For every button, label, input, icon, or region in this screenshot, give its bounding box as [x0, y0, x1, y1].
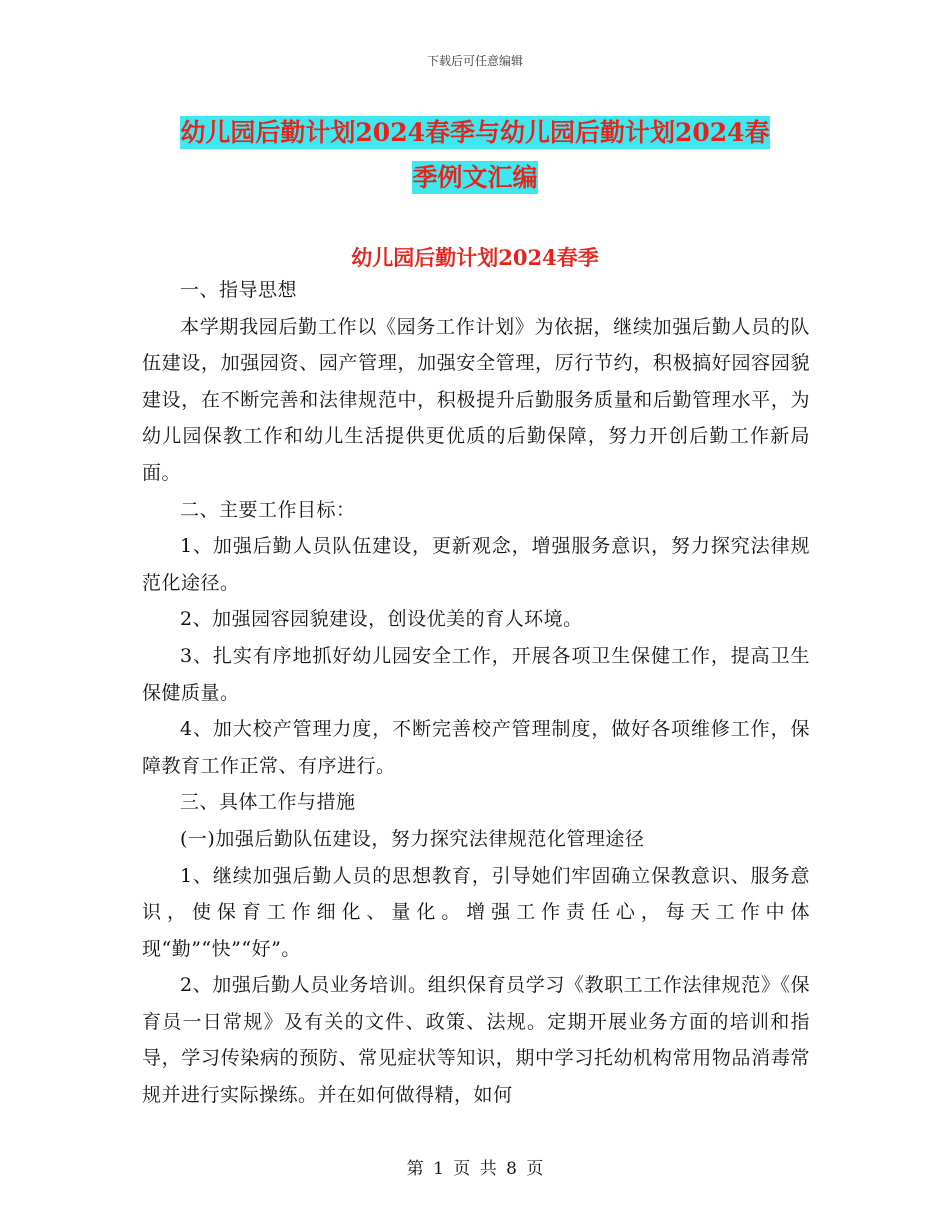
document-title-line-2: 季例文汇编 — [412, 163, 538, 192]
document-body — [142, 272, 810, 1114]
heading-main-goals: 二、主要工作目标： — [180, 498, 356, 521]
document-title — [140, 110, 810, 200]
list-item: 2、加强园容园貌建设，创设优美的育人环境。 — [180, 608, 583, 631]
heading-specific-measures: 三、具体工作与措施 — [180, 791, 356, 814]
list-item: 2、加强后勤人员业务培训。组织保育员学习《教职工工作法律规范》《保育员一日常规》及有关的文件、政策、法规。定期开展业务方面的培训和指导，学习传染病的预防、常见症状等知识，期中学习托幼机构常用物品消毒常规并进行实际操练。并在如何做得精，如何 — [142, 974, 810, 1107]
document-title-line-1: 幼儿园后勤计划2024春季与幼儿园后勤计划2024春 — [180, 118, 770, 147]
list-item: 3、扎实有序地抓好幼儿园安全工作，开展各项卫生保健工作，提高卫生保健质量。 — [142, 644, 810, 704]
paragraph: 本学期我园后勤工作以《园务工作计划》为依据，继续加强后勤人员的队伍建设，加强园资、园产管理，加强安全管理，厉行节约，积极搞好园容园貌建设，在不断完善和法律规范中，积极提升后勤服务质量和后勤管理水平，为幼儿园保教工作和幼儿生活提供更优质的后勤保障，努力开创后勤工作新局面。 — [142, 315, 810, 484]
list-item: 4、加大校产管理力度，不断完善校产管理制度，做好各项维修工作，保障教育工作正常、有序进行。 — [142, 718, 810, 777]
header-note: 下载后可任意编辑 — [426, 54, 523, 68]
list-item: 1、加强后勤人员队伍建设，更新观念，增强服务意识，努力探究法律规范化途径。 — [142, 535, 810, 594]
page-number-footer: 第 1 页 共 8 页 — [406, 1159, 544, 1179]
section-title: 幼儿园后勤计划2024春季 — [351, 245, 599, 270]
heading-guiding-ideology: 一、指导思想 — [180, 279, 298, 301]
subheading: (一)加强后勤队伍建设，努力探究法律规范化管理途径 — [180, 827, 645, 850]
list-item: 1、继续加强后勤人员的思想教育，引导她们牢固确立保教意识、服务意识，使保育工作细化、量化。增强工作责任心，每天工作中体现“勤”“快”“好”。 — [142, 864, 810, 960]
